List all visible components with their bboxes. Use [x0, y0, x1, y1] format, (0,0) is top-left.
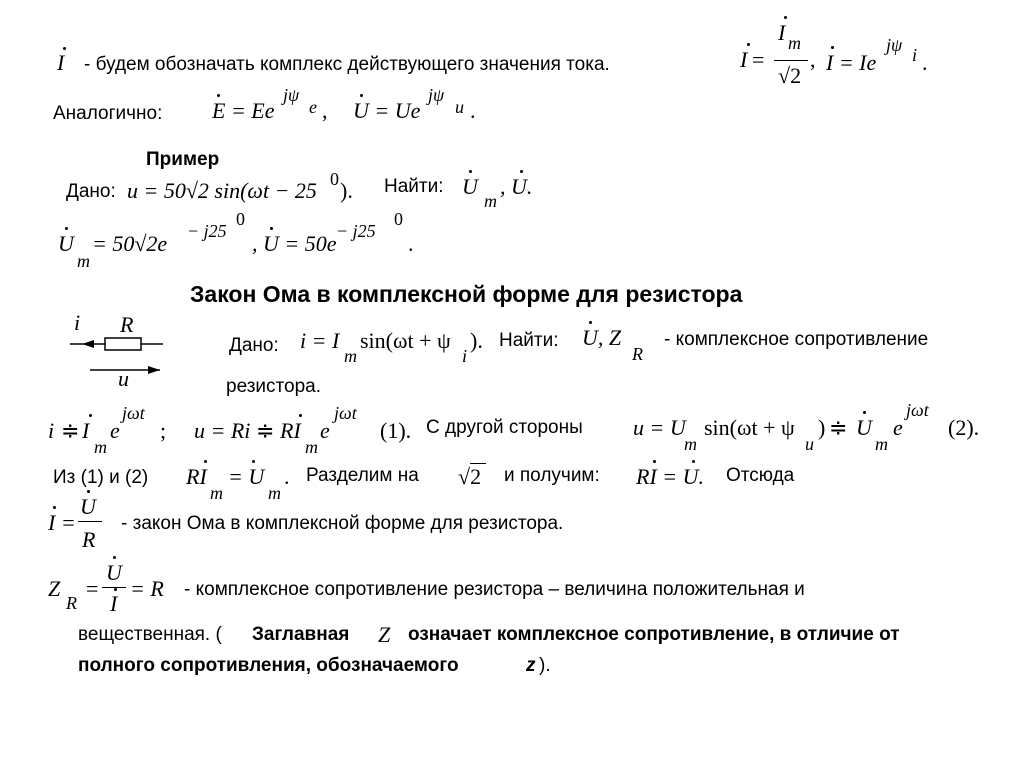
f-eq2: I = Ie — [826, 50, 877, 75]
rel-b-num: (1). — [380, 418, 412, 443]
f-den: √2 — [778, 63, 802, 88]
fraction-line — [774, 60, 808, 61]
given-end: ). — [340, 178, 353, 203]
ohm-num: U — [80, 494, 96, 519]
comma: , — [322, 98, 328, 123]
u-exp-sub: u — [455, 97, 464, 117]
dot-mark — [65, 227, 68, 230]
rel-d: U — [856, 415, 872, 440]
given-expr: u = 50√2 sin(ωt − 25 — [127, 178, 317, 203]
dot-mark — [831, 46, 834, 49]
f-num-sub: m — [788, 33, 801, 53]
rel-c-end: ) — [818, 415, 826, 440]
rel-d-num: (2). — [948, 415, 980, 440]
e-expr: E = Ee — [212, 98, 275, 123]
sqrt-expr: √2 — [458, 464, 482, 489]
find-label: Найти: — [384, 176, 444, 197]
res-expr: RI = U. — [636, 464, 704, 489]
from-sub: m — [210, 483, 223, 503]
answer-1: U — [58, 231, 74, 256]
final-t5: z — [526, 655, 536, 676]
dot-mark — [53, 506, 56, 509]
answer-2: , U = 50e — [252, 231, 337, 256]
dot-mark — [252, 460, 255, 463]
circuit-voltage: u — [118, 366, 129, 391]
circuit-current: i — [74, 310, 81, 335]
rel-d-sub: m — [875, 434, 888, 454]
zr-num: U — [106, 560, 122, 585]
hence-label: Отсюда — [726, 465, 795, 486]
rel-b-rest: RI — [280, 418, 301, 443]
find-expr: U — [462, 174, 478, 199]
section-heading: Закон Ома в комплексной форме для резистора — [190, 281, 743, 307]
given2-label: Дано: — [229, 335, 279, 356]
rel-eq-dot2: ≑ — [256, 418, 275, 443]
given2-desc: - комплексное сопротивление — [664, 329, 929, 350]
answer-1-sub: m — [77, 251, 90, 271]
from-sub2: m — [268, 483, 281, 503]
from-eq: = U — [228, 464, 265, 489]
rel-a-rest: I — [82, 418, 90, 443]
dot-mark — [63, 47, 66, 50]
from-end: . — [284, 464, 290, 489]
dot-mark — [217, 94, 220, 97]
rel-b-sub: m — [305, 437, 318, 457]
answer-1-exp: − j25 — [187, 221, 227, 241]
given2-find-label: Найти: — [499, 330, 559, 351]
dot-mark — [87, 490, 90, 493]
analog-label: Аналогично: — [53, 103, 163, 124]
e-exp: jψ — [283, 85, 300, 105]
rel-b-exp: jωt — [334, 403, 357, 423]
u-exp: jψ — [428, 85, 445, 105]
current-symbol: I — [57, 50, 65, 75]
answer-2-deg: 0 — [394, 209, 403, 229]
rel-c-sub2: u — [805, 434, 814, 454]
f-lhs: I — [740, 47, 748, 72]
other-side: С другой стороны — [426, 417, 583, 438]
line1-text: - будем обозначать комплекс действующего значения тока. — [84, 54, 610, 75]
ohm-den: R — [82, 527, 96, 552]
rel-a-exp: jωt — [122, 403, 145, 423]
dot-mark — [114, 588, 117, 591]
given2-find-expr: U, Z — [582, 325, 622, 350]
rel-c-rest: sin(ωt + ψ — [704, 415, 795, 440]
final-t1: вещественная. ( — [78, 624, 222, 645]
f-num: I — [778, 20, 786, 45]
answer-end: . — [408, 231, 414, 256]
u-expr: U = Ue — [353, 98, 421, 123]
given-deg: 0 — [330, 169, 339, 189]
ohm-lhs: I = — [48, 510, 76, 535]
answer-1-deg: 0 — [236, 209, 245, 229]
dot-mark — [360, 94, 363, 97]
f-period: . — [922, 50, 928, 75]
dot-mark — [784, 16, 787, 19]
dot-mark — [113, 556, 116, 559]
circuit-resistor: R — [120, 312, 134, 337]
from-expr: RI — [186, 464, 207, 489]
dot-mark — [692, 460, 695, 463]
given2-sub2: i — [462, 346, 468, 366]
given2-desc2: резистора. — [226, 376, 322, 397]
get-label: и получим: — [504, 465, 600, 486]
zr-lhs: Z — [48, 576, 61, 601]
given2-end: ). — [470, 328, 483, 353]
given2-expr: i = I — [300, 328, 340, 353]
f-comma: , — [810, 47, 816, 72]
dot-mark — [520, 170, 523, 173]
rel-a-e: e — [110, 418, 120, 443]
fraction-line — [78, 521, 102, 522]
period: . — [470, 98, 476, 123]
dot-mark — [863, 411, 866, 414]
sqrt-bar — [470, 463, 486, 464]
f-eq: = — [752, 47, 765, 72]
zr-lhs-sub: R — [66, 593, 77, 613]
answer-2-exp: − j25 — [336, 221, 376, 241]
zr-eq: = — [86, 576, 99, 601]
rel-a: i — [48, 418, 55, 443]
rel-eq-dot: ≑ — [61, 418, 80, 443]
zr-den: I — [110, 591, 118, 616]
dot-mark — [204, 460, 207, 463]
zr-text: - комплексное сопротивление резистора – величина положительная и — [184, 579, 805, 600]
final-z: Z — [378, 622, 391, 647]
final-t2: Заглавная — [252, 624, 350, 645]
rel-a-end: ; — [160, 418, 167, 443]
rel-d-e: e — [893, 415, 903, 440]
dot-mark — [89, 414, 92, 417]
dot-mark — [653, 460, 656, 463]
dot-mark — [589, 321, 592, 324]
dot-mark — [270, 227, 273, 230]
given2-find-sub: R — [632, 344, 643, 364]
rel-d-exp: jωt — [906, 400, 929, 420]
rel-c-sub: m — [684, 434, 697, 454]
find-sub: m — [484, 191, 497, 211]
given-label: Дано: — [66, 181, 116, 202]
rel-b: u = Ri — [194, 418, 251, 443]
rel-a-sub: m — [94, 437, 107, 457]
f-exp-sub: i — [912, 45, 918, 65]
rel-c: u = U — [633, 415, 686, 440]
find-rest: , U. — [500, 174, 533, 199]
from-label: Из (1) и (2) — [53, 467, 149, 488]
rel-eq-dot3: ≑ — [829, 415, 848, 440]
rel-b-e: e — [320, 418, 330, 443]
zr-rhs: = R — [130, 576, 164, 601]
ohm-text: - закон Ома в комплексной форме для резистора. — [121, 513, 564, 534]
answer-1-rest: = 50√2e — [92, 231, 168, 256]
divide-label: Разделим на — [306, 465, 419, 486]
given2-sub: m — [344, 346, 357, 366]
final-t6: ). — [539, 655, 551, 676]
final-t4: полного сопротивления, обозначаемого — [78, 655, 459, 676]
f-exp: jψ — [886, 35, 903, 55]
example-title: Пример — [146, 149, 220, 170]
e-exp-sub: e — [309, 97, 317, 117]
final-t3: означает комплексное сопротивление, в отличие от — [408, 624, 900, 645]
dot-mark — [747, 43, 750, 46]
dot-mark — [299, 414, 302, 417]
dot-mark — [469, 170, 472, 173]
given2-rest: sin(ωt + ψ — [360, 328, 451, 353]
